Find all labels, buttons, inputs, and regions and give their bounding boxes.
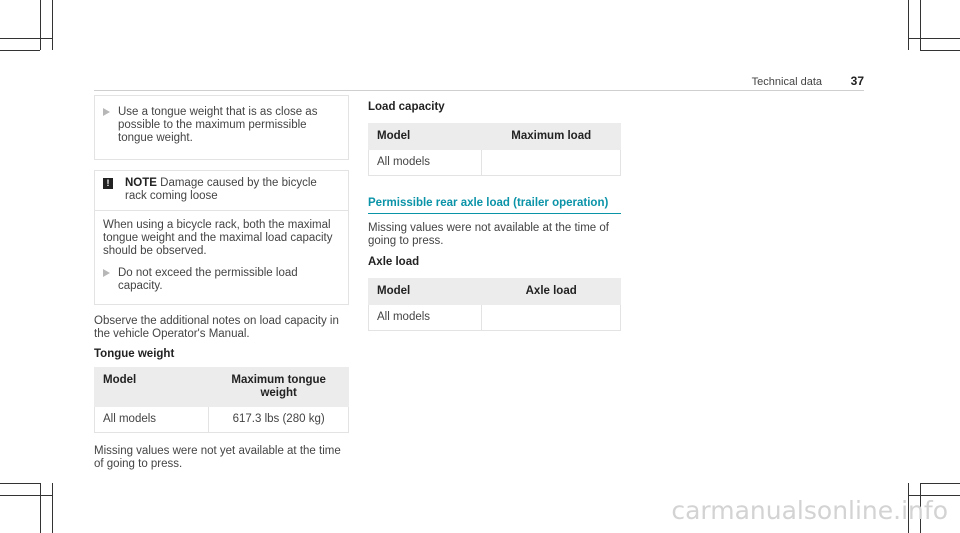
axle-load-heading: Axle load <box>368 256 420 268</box>
rear-axle-heading: Permissible rear axle load (trailer operation) <box>368 197 621 214</box>
note-text: tongue weight and the maximal load capacity <box>103 232 333 244</box>
body-text: Missing values were not yet available at the time <box>94 445 341 457</box>
tongue-weight-heading: Tongue weight <box>94 348 175 360</box>
body-text: of going to press. <box>94 458 183 470</box>
note-text: should be observed. <box>103 245 207 257</box>
watermark: carmanualsonline.info <box>671 496 948 525</box>
bullet-text: capacity. <box>118 280 163 292</box>
crop-mark <box>908 38 960 39</box>
crop-mark <box>40 483 41 533</box>
bullet-text: tongue weight. <box>118 132 193 144</box>
crop-mark <box>920 50 960 51</box>
crop-mark <box>40 0 41 50</box>
header-divider <box>94 90 864 91</box>
crop-mark <box>52 483 53 533</box>
note-box-body <box>94 211 349 305</box>
table-header: Model <box>95 368 209 407</box>
left-column <box>94 95 349 471</box>
crop-mark <box>0 495 52 496</box>
bullet-item <box>103 106 340 145</box>
note-title: rack coming loose <box>125 190 218 202</box>
bullet-arrow-icon <box>103 269 110 277</box>
load-capacity-heading: Load capacity <box>368 101 445 113</box>
warning-icon: ! <box>103 178 113 189</box>
table-cell: 617.3 lbs (280 kg) <box>209 407 349 433</box>
table-cell: All models <box>369 150 482 176</box>
bullet-item <box>103 267 340 293</box>
body-text: Observe the additional notes on load capacity in <box>94 315 339 327</box>
table-header: Model <box>369 279 482 305</box>
right-column <box>368 101 621 331</box>
crop-mark <box>920 0 921 50</box>
crop-mark <box>0 50 40 51</box>
note-box-header <box>94 170 349 211</box>
body-text: the vehicle Operator's Manual. <box>94 328 250 340</box>
table-header: Axle load <box>482 279 621 305</box>
crop-mark <box>52 0 53 50</box>
table-header: Maximum load <box>482 124 621 150</box>
table-cell: All models <box>95 407 209 433</box>
crop-mark <box>908 0 909 50</box>
page-number: 37 <box>850 74 864 88</box>
table-cell <box>482 150 621 176</box>
crop-mark <box>0 38 52 39</box>
tongue-weight-table <box>94 367 349 433</box>
load-capacity-table <box>368 123 621 176</box>
note-text: When using a bicycle rack, both the maximal <box>103 219 331 231</box>
table-header: Model <box>369 124 482 150</box>
body-text: Missing values were not available at the time of <box>368 222 609 234</box>
bullet-text: possible to the maximum permissible <box>118 119 307 131</box>
table-row <box>95 407 349 433</box>
bullet-arrow-icon <box>103 108 110 116</box>
table-cell: All models <box>369 305 482 331</box>
table-header: Maximum tongue weight <box>209 368 349 407</box>
tip-box <box>94 95 349 160</box>
note-title: Damage caused by the bicycle <box>160 177 317 189</box>
bullet-text: Do not exceed the permissible load <box>118 267 298 279</box>
axle-load-table <box>368 278 621 331</box>
crop-mark <box>920 483 960 484</box>
bullet-text: Use a tongue weight that is as close as <box>118 106 318 118</box>
table-row <box>369 150 621 176</box>
note-label: NOTE <box>125 177 157 189</box>
section-title: Technical data <box>751 76 822 88</box>
crop-mark <box>0 483 40 484</box>
table-cell <box>482 305 621 331</box>
table-row <box>369 305 621 331</box>
body-text: going to press. <box>368 235 444 247</box>
page-header <box>94 76 864 91</box>
